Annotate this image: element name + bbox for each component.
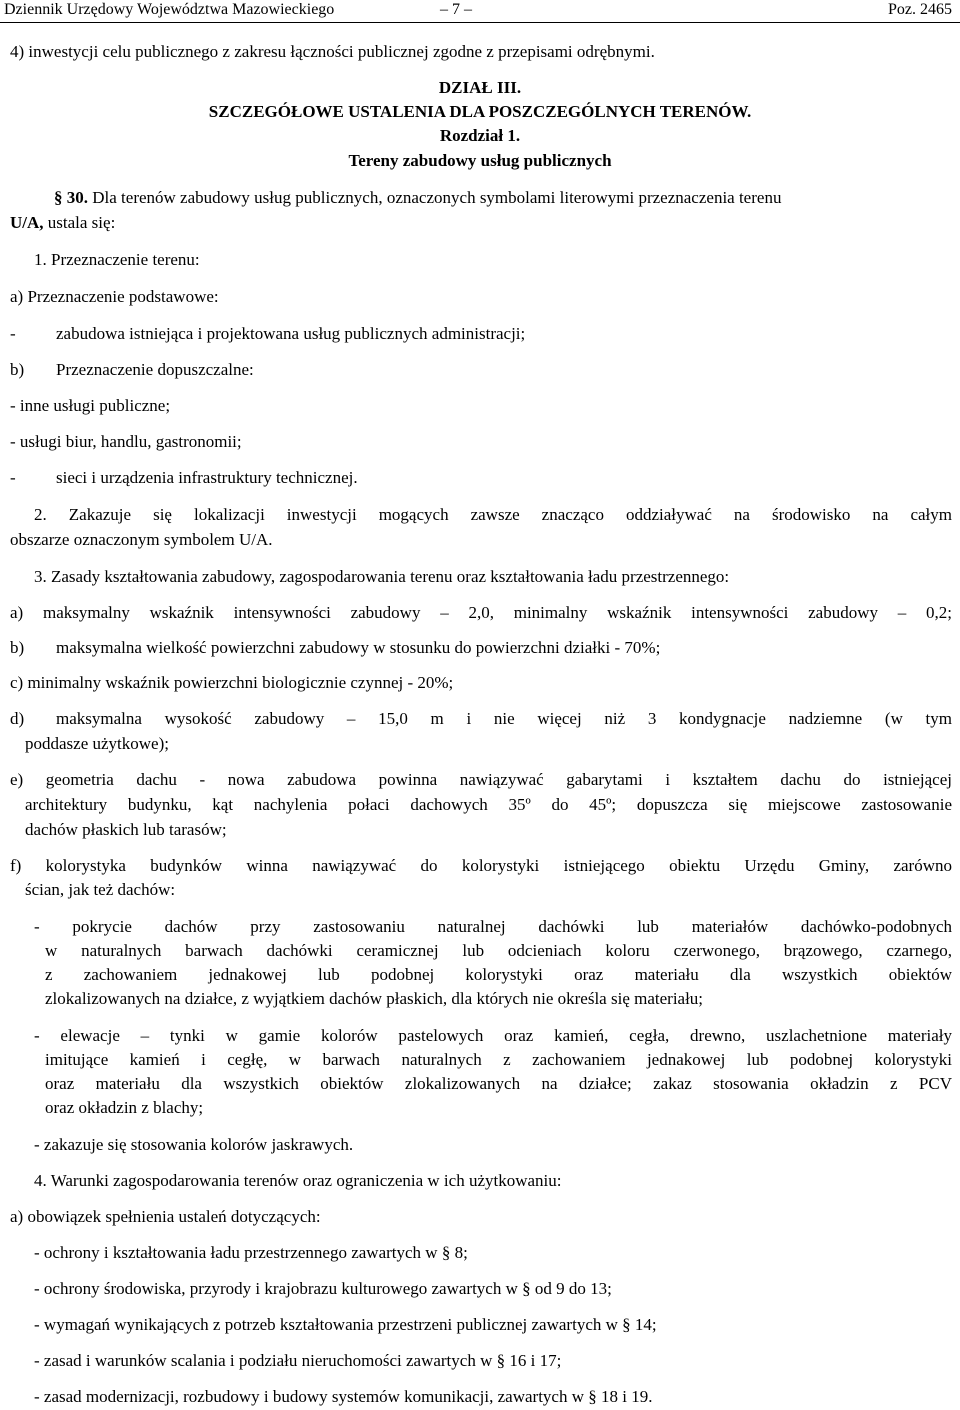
page-header — [0, 0, 960, 23]
facade-line4: oraz okładzin z blachy; — [45, 1098, 204, 1117]
item-3f-line2: ścian, jak też dachów: — [25, 880, 176, 899]
symbol: U/A, — [10, 213, 44, 232]
obligation-2: - ochrony środowiska, przyrody i krajobrazu kulturowego zawartych w § od 9 do 13; — [34, 1279, 612, 1298]
section-number: § 30. — [54, 188, 88, 207]
section-30-line1: § 30. Dla terenów zabudowy usług publicznych, oznaczonych symbolami literowymi przeznaczenia terenu — [54, 188, 782, 207]
item-1b-3: - sieci i urządzenia infrastruktury technicznej. — [10, 468, 358, 487]
division-heading: DZIAŁ III. — [438, 78, 522, 97]
item-3: 3. Zasady kształtowania zabudowy, zagospodarowania terenu oraz kształtowania ładu przestrzennego: — [34, 567, 730, 586]
item-1a: a) Przeznaczenie podstawowe: — [10, 287, 219, 306]
item-3d-line2: poddasze użytkowe); — [25, 734, 169, 753]
item-4a: a) obowiązek spełnienia ustaleń dotyczących: — [10, 1207, 321, 1226]
obligation-3: - wymagań wynikających z potrzeb kształtowania przestrzeni publicznej zawartych w § 14; — [34, 1315, 657, 1334]
roofing-line1: - pokrycie dachów przy zastosowaniu naturalnej dachówki lub materiałów dachówko-podobnych — [34, 917, 952, 936]
item-3e-line2: architektury budynku, kąt nachylenia połaci dachowych 35º do 45º; dopuszcza się miejscowe zastosowanie — [25, 795, 952, 814]
item-3b: b) maksymalna wielkość powierzchni zabudowy w stosunku do powierzchni działki - 70%; — [10, 638, 661, 657]
item-1: 1. Przeznaczenie terenu: — [34, 250, 200, 269]
journal-title: Dziennik Urzędowy Województwa Mazowieckiego — [4, 1, 335, 18]
item-3e-line3: dachów płaskich lub tarasów; — [25, 820, 227, 839]
item-2-line2: obszarze oznaczonym symbolem U/A. — [10, 530, 273, 549]
color-ban: - zakazuje się stosowania kolorów jaskrawych. — [34, 1135, 354, 1154]
item-4: 4. Warunki zagospodarowania terenów oraz ograniczenia w ich użytkowaniu: — [34, 1171, 562, 1190]
division-title: SZCZEGÓŁOWE USTALENIA DLA POSZCZEGÓLNYCH TERENÓW. — [208, 102, 752, 121]
position-number: Poz. 2465 — [888, 1, 952, 18]
obligation-5: - zasad modernizacji, rozbudowy i budowy systemów komunikacji, zawartych w § 18 i 19. — [34, 1387, 653, 1406]
item-3d-line1: d) maksymalna wysokość zabudowy – 15,0 m i nie więcej niż 3 kondygnacje nadziemne (w tym — [10, 709, 952, 728]
item-1b: b) Przeznaczenie dopuszczalne: — [10, 360, 254, 379]
facade-line1: - elewacje – tynki w gamie kolorów pastelowych oraz kamień, cegła, drewno, uszlachetnione materiały — [34, 1026, 952, 1045]
obligation-1: - ochrony i kształtowania ładu przestrzennego zawartych w § 8; — [34, 1243, 468, 1262]
item-1b-1: - inne usługi publiczne; — [10, 396, 171, 415]
chapter-title: Tereny zabudowy usług publicznych — [348, 151, 612, 170]
roofing-line3: z zachowaniem jednakowej lub podobnej kolorystyki oraz materiału dla wszystkich obiektów — [45, 965, 952, 984]
facade-line2: imitujące kamień i cegłę, w barwach naturalnych z zachowaniem jednakowej lub podobnej kolorystyki — [45, 1050, 952, 1069]
roofing-line4: zlokalizowanych na działce, z wyjątkiem dachów płaskich, dla których nie określa się materiału; — [45, 989, 704, 1008]
facade-line3: oraz materiału dla wszystkich obiektów zlokalizowanych na działce; zakaz stosowania okładzin z PCV — [45, 1074, 952, 1093]
item-1a-1: - zabudowa istniejąca i projektowana usług publicznych administracji; — [10, 324, 526, 343]
paragraph-line: 4) inwestycji celu publicznego z zakresu łączności publicznej zgodne z przepisami odrębnymi. — [10, 42, 655, 61]
item-3c: c) minimalny wskaźnik powierzchni biologicznie czynnej - 20%; — [10, 673, 454, 692]
page-number: – 7 – — [440, 1, 472, 18]
item-3f-line1: f) kolorystyka budynków winna nawiązywać do kolorystyki istniejącego obiektu Urzędu Gminy, zarówno — [10, 856, 952, 875]
item-3e-line1: e) geometria dachu - nowa zabudowa powinna nawiązywać gabarytami i kształtem dachu do istniejącej — [10, 770, 952, 789]
item-2-line1: 2. Zakazuje się lokalizacji inwestycji mogących zawsze znacząco oddziaływać na środowisko na całym — [34, 505, 952, 524]
obligation-4: - zasad i warunków scalania i podziału nieruchomości zawartych w § 16 i 17; — [34, 1351, 562, 1370]
roofing-line2: w naturalnych barwach dachówki ceramicznej lub odcieniach koloru czerwonego, brązowego, czarnego, — [45, 941, 952, 960]
item-1b-2: - usługi biur, handlu, gastronomii; — [10, 432, 242, 451]
section-30-line2: U/A, ustala się: — [10, 213, 116, 232]
chapter-heading: Rozdział 1. — [439, 126, 521, 145]
item-3a: a) maksymalny wskaźnik intensywności zabudowy – 2,0, minimalny wskaźnik intensywności zabudowy – 0,2; — [10, 603, 952, 622]
